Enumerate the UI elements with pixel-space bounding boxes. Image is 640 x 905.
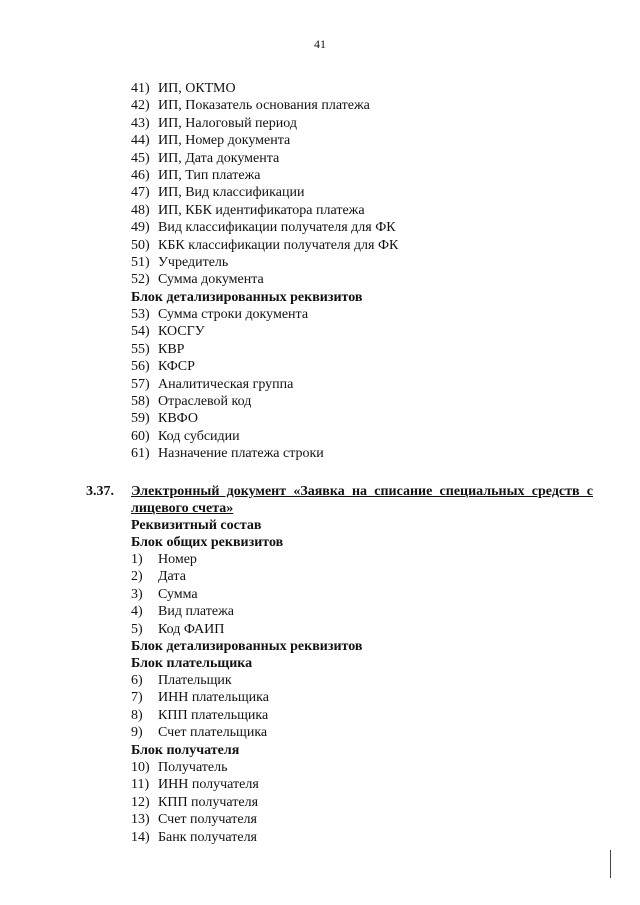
list-item — [0, 724, 640, 741]
item-number: 51) — [131, 254, 150, 270]
list-item — [0, 445, 640, 462]
item-number: 45) — [131, 150, 150, 166]
item-text: ИП, ОКТМО — [158, 81, 236, 96]
requisites-list-payer — [0, 672, 640, 742]
list-item — [0, 551, 640, 568]
item-text: Сумма строки документа — [158, 307, 309, 322]
list-item — [0, 271, 640, 288]
item-number: 49) — [131, 220, 150, 236]
item-text: Получатель — [158, 760, 228, 775]
item-text: Банк получателя — [158, 829, 257, 845]
item-number: 59) — [131, 411, 150, 427]
item-number: 58) — [131, 393, 150, 409]
item-text: Код субсидии — [158, 428, 240, 444]
list-item — [0, 358, 640, 375]
list-item — [0, 568, 640, 585]
item-number: 4) — [131, 604, 143, 620]
item-text: Счет плательщика — [158, 725, 268, 741]
list-item — [0, 621, 640, 638]
heading-payer-block: Блок плательщика — [131, 656, 253, 671]
item-text: ИНН плательщика — [158, 690, 269, 706]
list-item — [0, 794, 640, 811]
item-number: 46) — [131, 167, 150, 183]
item-text: Счет получателя — [158, 812, 257, 828]
item-number: 47) — [131, 185, 150, 201]
item-text: ИП, Номер документа — [158, 133, 291, 149]
item-number: 43) — [131, 115, 150, 131]
item-number: 56) — [131, 359, 150, 375]
list-item — [0, 323, 640, 340]
list-item — [0, 603, 640, 620]
heading-recipient-block: Блок получателя — [131, 743, 240, 758]
list-item — [0, 184, 640, 201]
item-text: КПП плательщика — [158, 707, 269, 723]
list-item — [0, 202, 640, 219]
list-item — [0, 410, 640, 427]
item-text: Код ФАИП — [158, 621, 225, 637]
item-number: 2) — [131, 569, 143, 585]
list-item — [0, 689, 640, 706]
list-item — [0, 829, 640, 846]
list-item — [0, 393, 640, 410]
requisites-list-general — [0, 551, 640, 638]
item-text: КБК классификации получателя для ФК — [158, 237, 399, 253]
list-item — [0, 167, 640, 184]
requisites-list-recipient — [0, 759, 640, 846]
page-number: 41 — [314, 37, 326, 51]
list-item — [0, 707, 640, 724]
item-number: 9) — [131, 725, 143, 741]
item-text: Назначение платежа строки — [158, 446, 324, 462]
item-number: 3) — [131, 586, 143, 602]
item-number: 61) — [131, 446, 150, 462]
margin-mark — [610, 850, 611, 878]
heading-requisite-composition: Реквизитный состав — [131, 518, 262, 533]
item-number: 50) — [131, 237, 150, 253]
section-number: 3.37. — [86, 484, 114, 499]
item-number: 53) — [131, 307, 150, 322]
list-item — [0, 672, 640, 689]
list-item — [0, 80, 640, 97]
list-item — [0, 97, 640, 114]
list-item — [0, 254, 640, 271]
item-text: ИП, КБК идентификатора платежа — [158, 202, 365, 218]
item-text: Аналитическая группа — [158, 376, 294, 392]
list-item — [0, 132, 640, 149]
list-item — [0, 150, 640, 167]
item-number: 6) — [131, 673, 143, 688]
list-item — [0, 759, 640, 776]
item-text: Плательщик — [158, 673, 232, 688]
item-number: 52) — [131, 272, 150, 288]
item-number: 13) — [131, 812, 150, 828]
item-number: 14) — [131, 829, 150, 845]
list-item — [0, 341, 640, 358]
item-number: 5) — [131, 621, 143, 637]
item-text: ИНН получателя — [158, 777, 259, 793]
item-text: ИП, Дата документа — [158, 150, 280, 166]
item-text: Номер — [158, 552, 197, 567]
list-item — [0, 776, 640, 793]
item-text: КФСР — [158, 359, 195, 375]
list-item — [0, 237, 640, 254]
item-text: КВР — [158, 341, 185, 357]
list-item — [0, 428, 640, 445]
item-text: КПП получателя — [158, 794, 259, 810]
item-text: Сумма — [158, 586, 198, 602]
item-number: 41) — [131, 81, 150, 96]
item-number: 42) — [131, 98, 150, 114]
item-number: 1) — [131, 552, 143, 567]
section-title: Электронный документ «Заявка на списание специальных средств с лицевого счета» — [131, 484, 593, 517]
item-text: ИП, Показатель основания платежа — [158, 98, 370, 114]
list-item — [0, 306, 640, 323]
requisites-list-b — [0, 306, 640, 463]
item-text: Отраслевой код — [158, 393, 252, 409]
item-text: Вид платежа — [158, 604, 235, 620]
item-text: ИП, Тип платежа — [158, 167, 261, 183]
item-number: 55) — [131, 341, 150, 357]
item-text: КВФО — [158, 411, 199, 427]
item-text: Учредитель — [158, 254, 229, 270]
list-item — [0, 115, 640, 132]
item-text: Вид классификации получателя для ФК — [158, 220, 396, 236]
item-text: Дата — [158, 569, 186, 585]
heading-general-requisites: Блок общих реквизитов — [131, 535, 284, 550]
heading-detail-requisites-2: Блок детализированных реквизитов — [131, 639, 363, 654]
item-number: 48) — [131, 202, 150, 218]
item-text: Сумма документа — [158, 272, 264, 288]
item-number: 7) — [131, 690, 143, 706]
requisites-list-a — [0, 80, 640, 289]
item-number: 11) — [131, 777, 150, 793]
item-number: 12) — [131, 794, 150, 810]
list-item — [0, 219, 640, 236]
item-number: 57) — [131, 376, 150, 392]
item-number: 8) — [131, 707, 143, 723]
item-number: 10) — [131, 760, 150, 775]
item-text: ИП, Вид классификации — [158, 185, 305, 201]
item-text: КОСГУ — [158, 324, 205, 340]
list-item — [0, 376, 640, 393]
list-item — [0, 586, 640, 603]
item-text: ИП, Налоговый период — [158, 115, 297, 131]
item-number: 44) — [131, 133, 150, 149]
item-number: 60) — [131, 428, 150, 444]
heading-detail-requisites: Блок детализированных реквизитов — [131, 290, 363, 305]
item-number: 54) — [131, 324, 150, 340]
list-item — [0, 811, 640, 828]
